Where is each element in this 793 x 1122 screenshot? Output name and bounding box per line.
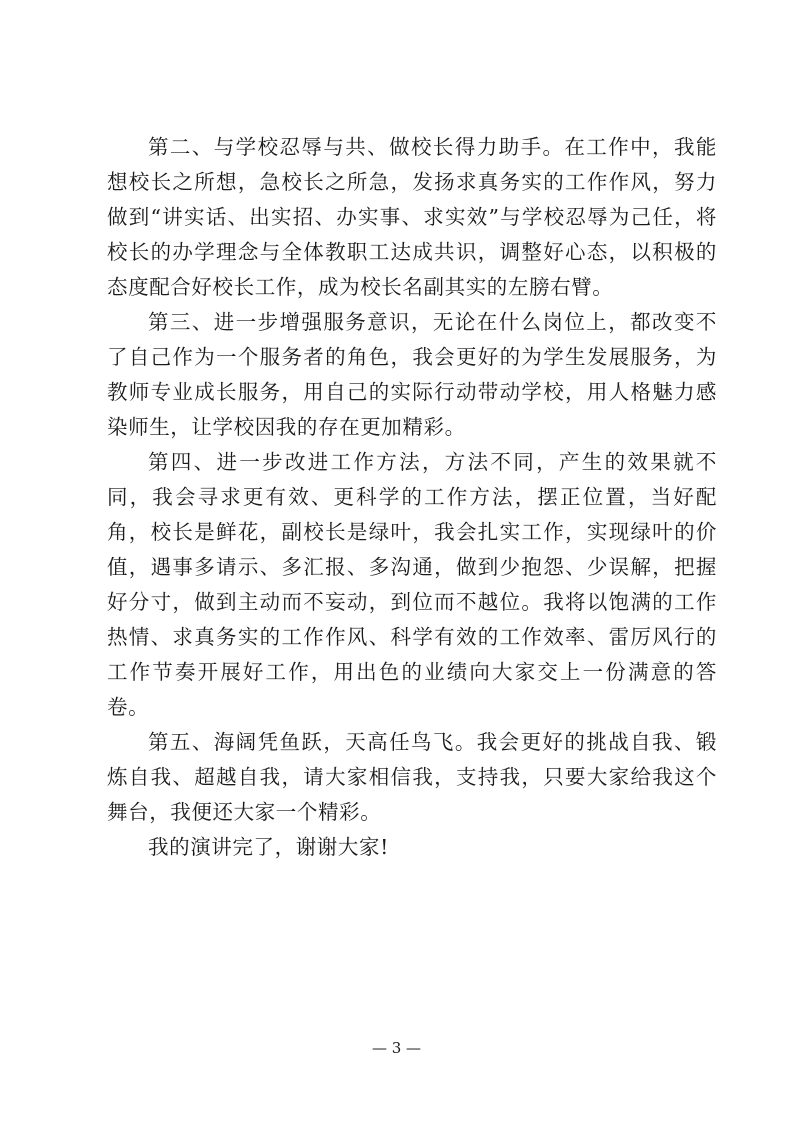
paragraph-third: 第三、进一步增强服务意识，无论在什么岗位上，都改变不了自己作为一个服务者的角色，我会更好的为学生发展服务，为教师专业成长服务，用自己的实际行动带动学校，用人格魅力感染师生，让学校因我的存在更加精彩。 — [107, 310, 717, 439]
page-number: — 3 — — [371, 1039, 422, 1057]
paragraph-closing: 我的演讲完了，谢谢大家! — [148, 835, 389, 859]
paragraph-second: 第二、与学校忍辱与共、做校长得力助手。在工作中，我能想校长之所想，急校长之所急，发扬求真务实的工作作风，努力做到“讲实话、出实招、办实事、求实效”与学校忍辱为己任，将校长的办学理念与全体教职工达成共识，调整好心态，以积极的态度配合好校长工作，成为校长名副其实的左膀右臂。 — [107, 135, 717, 299]
document-body — [107, 130, 717, 865]
paragraph-fifth: 第五、海阔凭鱼跃，天高任鸟飞。我会更好的挑战自我、锻炼自我、超越自我，请大家相信我，支持我，只要大家给我这个舞台，我便还大家一个精彩。 — [107, 730, 717, 824]
paragraph-fourth: 第四、进一步改进工作方法，方法不同，产生的效果就不同，我会寻求更有效、更科学的工作方法，摆正位置，当好配角，校长是鲜花，副校长是绿叶，我会扎实工作，实现绿叶的价值，遇事多请示、多汇报、多沟通，做到少抱怨、少误解，把握好分寸，做到主动而不妄动，到位而不越位。我将以饱满的工作热情、求真务实的工作作风、科学有效的工作效率、雷厉风行的工作节奏开展好工作，用出色的业绩向大家交上一份满意的答卷。 — [107, 450, 717, 719]
